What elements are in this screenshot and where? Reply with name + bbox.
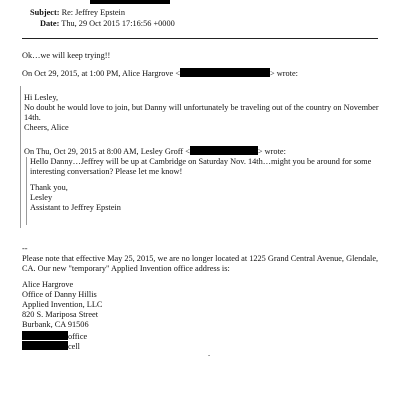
quote2-line1: Hello Danny…Jeffrey will be up at Cambridge on Saturday Nov. 14th…might you be around for some <box>30 157 372 166</box>
signature-cell-line <box>22 341 80 352</box>
quote1-signoff: Cheers, Alice <box>24 123 69 132</box>
signature-notice-line1: Please note that effective May 25, 2015, we are no longer located at 1225 Grand Central Avenue, Glendale, <box>22 254 379 263</box>
quote1-greeting: Hi Lesley, <box>24 93 59 102</box>
date-label: Date: <box>40 19 60 28</box>
date-value: Thu, 29 Oct 2015 17:16:56 +0000 <box>61 19 175 28</box>
quote2-attribution-end: > wrote: <box>257 147 286 156</box>
redacted-email-1 <box>180 68 270 77</box>
subject-label: Subject: <box>30 8 60 17</box>
signature-name: Alice Hargrove <box>22 280 74 289</box>
date-line <box>40 19 175 29</box>
quote1-bar <box>20 86 21 228</box>
redacted-email-2 <box>190 146 258 155</box>
signature-street: 820 S. Mariposa Street <box>22 310 99 319</box>
signature-role: Office of Danny Hillis <box>22 290 97 299</box>
quote1-attribution-start: On Oct 29, 2015, at 1:00 PM, Alice Hargrove < <box>22 69 180 78</box>
cell-label: cell <box>68 342 80 351</box>
subject-line <box>30 8 125 18</box>
header-divider <box>22 38 378 39</box>
quote2-line2: interesting conversation? Please let me know! <box>30 167 183 176</box>
subject-value: Re: Jeffrey Epstein <box>61 8 126 17</box>
office-label: office <box>68 332 88 341</box>
signature-notice-line2: CA. Our new "temporary" Applied Invention office address is: <box>22 264 230 273</box>
redacted-office-phone <box>22 331 68 340</box>
footer-mark: . <box>208 349 211 358</box>
signature-company: Applied Invention, LLC <box>22 300 103 309</box>
redacted-top-bar <box>90 0 170 4</box>
quote2-name: Lesley <box>30 193 53 202</box>
quote1-attribution-end: > wrote: <box>270 69 298 78</box>
quote2-thanks: Thank you, <box>30 183 68 192</box>
quote2-attribution-start: On Thu, Oct 29, 2015 at 8:00 AM, Lesley Groff < <box>24 147 190 156</box>
quote1-attribution <box>22 68 298 79</box>
reply-text: Ok…we will keep trying!! <box>22 51 111 60</box>
signature-city: Burbank, CA 91506 <box>22 320 89 329</box>
quote2-bar <box>26 157 27 225</box>
quote2-attribution <box>24 146 286 157</box>
signature-separator: -- <box>22 244 28 253</box>
quote2-title: Assistant to Jeffrey Epstein <box>30 203 121 212</box>
quote1-line1: No doubt he would love to join, but Danny will unfortunately be traveling out of the country on November <box>24 103 379 112</box>
quote1-line2: 14th. <box>24 113 41 122</box>
redacted-cell-phone <box>22 341 68 350</box>
